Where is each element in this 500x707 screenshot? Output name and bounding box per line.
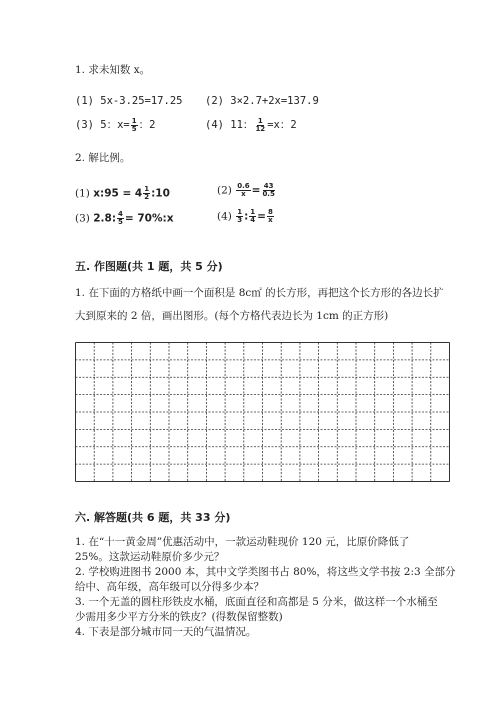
section-6-problem-2-line-2: 给中、高年级，高年级可以分得多少本？ xyxy=(75,581,264,593)
q2-item-4-fraction-1 xyxy=(236,209,243,224)
section-6-problem-2-line-1: 2. 学校购进图书 2000 本，其中文学类图书占 80%，将这些文学书按 2:3 全部分 xyxy=(75,566,456,578)
q2-item-4-label: (4) xyxy=(217,210,232,223)
q2-item-4 xyxy=(217,209,275,224)
q2-item-3-post: = 70%:x xyxy=(124,212,174,225)
fraction-numerator: 1 xyxy=(144,185,150,193)
q1-item-3-pre: (3) 5：x= xyxy=(75,119,130,131)
grid-svg xyxy=(75,342,450,482)
section-6-problem-1-line-2: 25%。这款运动鞋原价多少元？ xyxy=(75,551,225,563)
fraction-numerator: 0.6 xyxy=(237,182,250,190)
square-grid-paper[interactable] xyxy=(75,342,450,482)
fraction-numerator: 43 xyxy=(263,182,274,190)
q1-item-1: (1) 5x-3.25=17.25 xyxy=(75,95,183,107)
q1-item-3-fraction xyxy=(131,118,138,133)
section-6-problem-3-line-1: 3. 一个无盖的圆柱形铁皮水桶，底面直径和高都是 5 分米，做这样一个水桶至 xyxy=(75,596,438,608)
q2-item-4-fraction-3 xyxy=(267,209,274,224)
fraction-denominator: x xyxy=(241,190,246,198)
q2-item-1-label: (1) xyxy=(75,187,90,200)
section-6-problem-3-line-2: 少需用多少平方分米的铁皮？(得数保留整数) xyxy=(75,611,283,623)
q1-item-4 xyxy=(205,117,297,133)
q2-item-4-fraction-2 xyxy=(249,209,256,224)
q2-item-3 xyxy=(75,211,173,226)
q1-item-4-pre: (4) 11： xyxy=(205,119,254,131)
q2-title: 2. 解比例。 xyxy=(75,152,131,164)
q2-item-2-fraction-right xyxy=(261,183,275,198)
fraction-denominator: 0.5 xyxy=(262,190,275,198)
fraction-denominator: 5 xyxy=(131,124,137,133)
q2-item-3-expr: 2.8: xyxy=(93,212,117,225)
q1-item-4-fraction xyxy=(254,118,266,133)
q1-title: 1. 求未知数 x。 xyxy=(75,64,151,76)
fraction-numerator: 4 xyxy=(118,210,123,218)
fraction-denominator: 3 xyxy=(237,216,243,224)
fraction-numerator: 8 xyxy=(267,208,273,216)
q2-item-1 xyxy=(75,186,170,201)
q2-item-3-label: (3) xyxy=(75,212,90,225)
q2-item-2-fraction-left xyxy=(236,183,250,198)
fraction-denominator: x xyxy=(268,216,273,224)
q2-item-3-fraction xyxy=(117,211,124,226)
section-6-problem-4: 4. 下表是部分城市同一天的气温情况。 xyxy=(75,626,257,638)
fraction-numerator: 1 xyxy=(131,116,137,125)
q2-item-4-equals: = xyxy=(257,210,266,223)
fraction-numerator: 1 xyxy=(237,208,243,216)
fraction-denominator: 2 xyxy=(144,193,150,201)
q2-item-2-label: (2) xyxy=(217,184,232,197)
q2-item-2-equals: = xyxy=(251,184,261,197)
q2-item-1-post: :10 xyxy=(151,187,170,200)
q1-item-3 xyxy=(75,117,155,133)
fraction-numerator: 1 xyxy=(250,208,256,216)
fraction-numerator: 1 xyxy=(257,116,263,125)
q1-item-4-post: =x：2 xyxy=(267,119,297,131)
q2-item-1-expr: x:95 = 4 xyxy=(93,187,143,200)
q1-item-2: (2) 3×2.7+2x=137.9 xyxy=(205,95,319,107)
q1-item-3-post: ：2 xyxy=(138,119,156,131)
section-6-heading: 六. 解答题(共 6 题，共 33 分) xyxy=(75,511,231,524)
fraction-denominator: 12 xyxy=(255,124,266,133)
section-6-problem-1-line-1: 1. 在“十一黄金周”优惠活动中，一款运动鞋现价 120 元，比原价降低了 xyxy=(75,536,410,548)
fraction-denominator: 5 xyxy=(118,218,123,226)
section-5-heading: 五. 作图题(共 1 题，共 5 分) xyxy=(75,260,223,273)
section-5-question-line-1: 1. 在下面的方格纸中画一个面积是 8c㎡ 的长方形，再把这个长方形的各边长扩 xyxy=(75,287,444,299)
section-5-question-line-2: 大到原来的 2 倍，画出图形。(每个方格代表边长为 1cm 的正方形) xyxy=(75,310,389,322)
q2-item-4-colon: : xyxy=(244,210,249,223)
q2-item-1-fraction xyxy=(143,186,150,201)
q2-item-2 xyxy=(217,183,277,198)
fraction-denominator: 4 xyxy=(250,216,256,224)
